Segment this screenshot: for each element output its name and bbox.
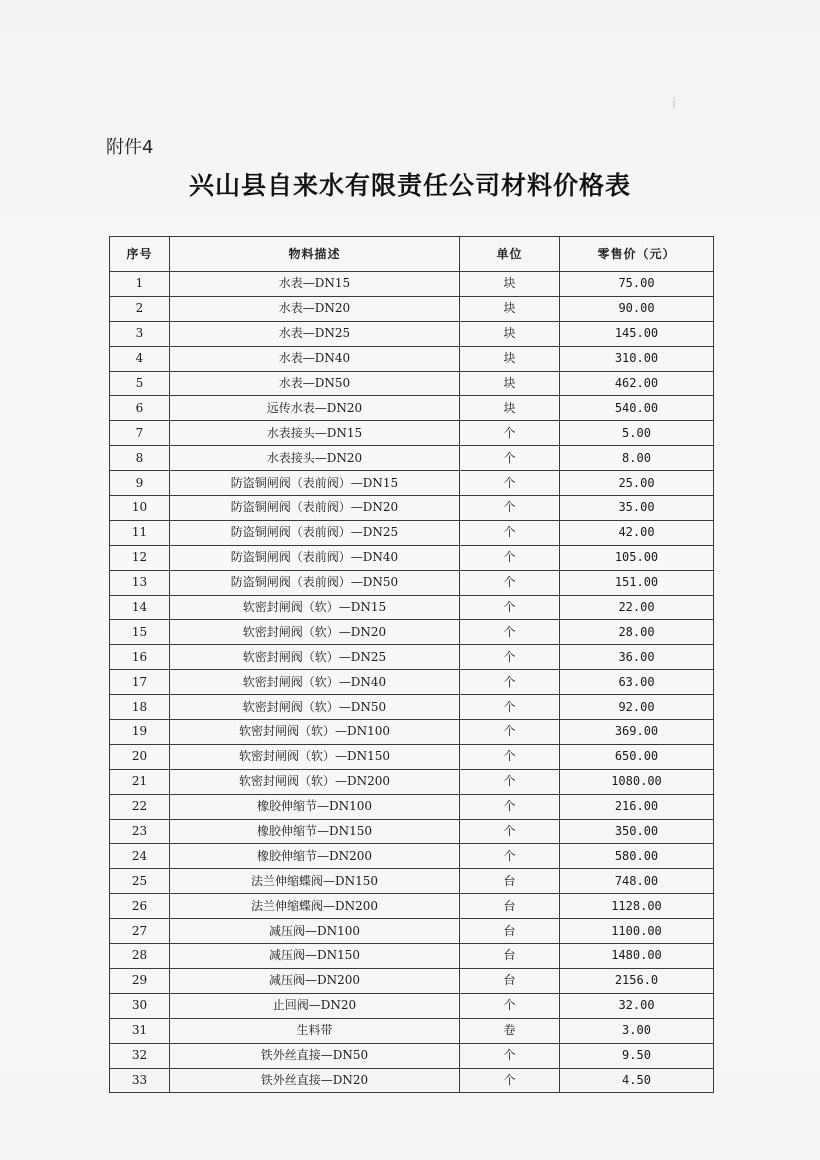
table-row bbox=[110, 645, 714, 670]
cell-desc: 水表—DN15 bbox=[170, 272, 460, 297]
cell-desc: 远传水表—DN20 bbox=[170, 396, 460, 421]
cell-no: 9 bbox=[110, 471, 170, 496]
cell-unit: 个 bbox=[460, 720, 560, 745]
cell-desc: 减压阀—DN100 bbox=[170, 919, 460, 944]
cell-unit: 块 bbox=[460, 272, 560, 297]
table-row bbox=[110, 346, 714, 371]
cell-no: 31 bbox=[110, 1018, 170, 1043]
table-row bbox=[110, 968, 714, 993]
cell-desc: 软密封闸阀（软）—DN15 bbox=[170, 595, 460, 620]
cell-unit: 个 bbox=[460, 496, 560, 521]
cell-unit: 台 bbox=[460, 919, 560, 944]
cell-desc: 法兰伸缩蝶阀—DN150 bbox=[170, 869, 460, 894]
cell-desc: 水表—DN50 bbox=[170, 371, 460, 396]
cell-price: 90.00 bbox=[560, 296, 714, 321]
cell-price: 75.00 bbox=[560, 272, 714, 297]
cell-unit: 个 bbox=[460, 844, 560, 869]
cell-unit: 个 bbox=[460, 819, 560, 844]
cell-price: 540.00 bbox=[560, 396, 714, 421]
cell-price: 4.50 bbox=[560, 1068, 714, 1093]
cell-unit: 台 bbox=[460, 869, 560, 894]
cell-price: 25.00 bbox=[560, 471, 714, 496]
table-row bbox=[110, 1043, 714, 1068]
cell-no: 6 bbox=[110, 396, 170, 421]
cell-unit: 台 bbox=[460, 894, 560, 919]
cell-desc: 防盗铜闸阀（表前阀）—DN50 bbox=[170, 570, 460, 595]
cell-price: 1100.00 bbox=[560, 919, 714, 944]
cell-price: 650.00 bbox=[560, 744, 714, 769]
cell-price: 42.00 bbox=[560, 520, 714, 545]
cell-no: 16 bbox=[110, 645, 170, 670]
table-row bbox=[110, 321, 714, 346]
cell-unit: 个 bbox=[460, 471, 560, 496]
cell-unit: 卷 bbox=[460, 1018, 560, 1043]
header-desc: 物料描述 bbox=[170, 237, 460, 272]
cell-no: 21 bbox=[110, 769, 170, 794]
attachment-label: 附件4 bbox=[106, 137, 154, 158]
cell-unit: 台 bbox=[460, 944, 560, 969]
cell-desc: 软密封闸阀（软）—DN200 bbox=[170, 769, 460, 794]
cell-no: 11 bbox=[110, 520, 170, 545]
cell-no: 12 bbox=[110, 545, 170, 570]
cell-price: 580.00 bbox=[560, 844, 714, 869]
cell-unit: 个 bbox=[460, 670, 560, 695]
cell-desc: 防盗铜闸阀（表前阀）—DN20 bbox=[170, 496, 460, 521]
cell-desc: 水表—DN40 bbox=[170, 346, 460, 371]
cell-no: 3 bbox=[110, 321, 170, 346]
cell-no: 10 bbox=[110, 496, 170, 521]
cell-desc: 防盗铜闸阀（表前阀）—DN40 bbox=[170, 545, 460, 570]
table-row bbox=[110, 371, 714, 396]
cell-price: 1128.00 bbox=[560, 894, 714, 919]
table-header-row bbox=[110, 237, 714, 272]
cell-desc: 水表—DN20 bbox=[170, 296, 460, 321]
scan-speck: ⅰ bbox=[672, 96, 676, 112]
cell-desc: 橡胶伸缩节—DN150 bbox=[170, 819, 460, 844]
table-row bbox=[110, 869, 714, 894]
cell-no: 17 bbox=[110, 670, 170, 695]
cell-unit: 个 bbox=[460, 446, 560, 471]
cell-desc: 减压阀—DN150 bbox=[170, 944, 460, 969]
cell-no: 2 bbox=[110, 296, 170, 321]
table-row bbox=[110, 695, 714, 720]
cell-no: 28 bbox=[110, 944, 170, 969]
cell-price: 92.00 bbox=[560, 695, 714, 720]
table-row bbox=[110, 944, 714, 969]
cell-no: 20 bbox=[110, 744, 170, 769]
cell-desc: 法兰伸缩蝶阀—DN200 bbox=[170, 894, 460, 919]
table-row bbox=[110, 570, 714, 595]
cell-unit: 个 bbox=[460, 645, 560, 670]
header-no: 序号 bbox=[110, 237, 170, 272]
cell-unit: 个 bbox=[460, 570, 560, 595]
cell-no: 22 bbox=[110, 794, 170, 819]
cell-price: 369.00 bbox=[560, 720, 714, 745]
cell-price: 9.50 bbox=[560, 1043, 714, 1068]
table-row bbox=[110, 595, 714, 620]
table-row bbox=[110, 670, 714, 695]
cell-unit: 块 bbox=[460, 346, 560, 371]
header-price: 零售价（元） bbox=[560, 237, 714, 272]
cell-no: 33 bbox=[110, 1068, 170, 1093]
cell-no: 1 bbox=[110, 272, 170, 297]
price-table bbox=[109, 236, 714, 1093]
cell-price: 310.00 bbox=[560, 346, 714, 371]
cell-price: 462.00 bbox=[560, 371, 714, 396]
cell-price: 2156.0 bbox=[560, 968, 714, 993]
cell-unit: 个 bbox=[460, 744, 560, 769]
cell-no: 7 bbox=[110, 421, 170, 446]
cell-price: 3.00 bbox=[560, 1018, 714, 1043]
table-row bbox=[110, 1068, 714, 1093]
cell-unit: 块 bbox=[460, 321, 560, 346]
cell-unit: 个 bbox=[460, 595, 560, 620]
cell-unit: 个 bbox=[460, 695, 560, 720]
cell-desc: 减压阀—DN200 bbox=[170, 968, 460, 993]
cell-unit: 块 bbox=[460, 296, 560, 321]
cell-desc: 橡胶伸缩节—DN200 bbox=[170, 844, 460, 869]
cell-no: 32 bbox=[110, 1043, 170, 1068]
cell-desc: 铁外丝直接—DN20 bbox=[170, 1068, 460, 1093]
table-row bbox=[110, 296, 714, 321]
cell-no: 26 bbox=[110, 894, 170, 919]
table-row bbox=[110, 794, 714, 819]
table-row bbox=[110, 769, 714, 794]
cell-no: 13 bbox=[110, 570, 170, 595]
cell-desc: 软密封闸阀（软）—DN20 bbox=[170, 620, 460, 645]
cell-no: 25 bbox=[110, 869, 170, 894]
cell-unit: 个 bbox=[460, 545, 560, 570]
cell-desc: 橡胶伸缩节—DN100 bbox=[170, 794, 460, 819]
cell-price: 36.00 bbox=[560, 645, 714, 670]
cell-desc: 软密封闸阀（软）—DN40 bbox=[170, 670, 460, 695]
cell-desc: 止回阀—DN20 bbox=[170, 993, 460, 1018]
cell-no: 5 bbox=[110, 371, 170, 396]
cell-unit: 个 bbox=[460, 1043, 560, 1068]
table-row bbox=[110, 396, 714, 421]
table-row bbox=[110, 744, 714, 769]
cell-unit: 台 bbox=[460, 968, 560, 993]
cell-desc: 软密封闸阀（软）—DN25 bbox=[170, 645, 460, 670]
cell-no: 14 bbox=[110, 595, 170, 620]
cell-price: 28.00 bbox=[560, 620, 714, 645]
cell-no: 15 bbox=[110, 620, 170, 645]
cell-unit: 个 bbox=[460, 794, 560, 819]
cell-no: 8 bbox=[110, 446, 170, 471]
cell-price: 216.00 bbox=[560, 794, 714, 819]
table-row bbox=[110, 520, 714, 545]
cell-no: 18 bbox=[110, 695, 170, 720]
cell-desc: 水表—DN25 bbox=[170, 321, 460, 346]
cell-desc: 防盗铜闸阀（表前阀）—DN25 bbox=[170, 520, 460, 545]
cell-no: 29 bbox=[110, 968, 170, 993]
cell-price: 35.00 bbox=[560, 496, 714, 521]
cell-no: 4 bbox=[110, 346, 170, 371]
cell-no: 30 bbox=[110, 993, 170, 1018]
cell-no: 24 bbox=[110, 844, 170, 869]
cell-price: 145.00 bbox=[560, 321, 714, 346]
table-row bbox=[110, 1018, 714, 1043]
table-row bbox=[110, 446, 714, 471]
table-row bbox=[110, 620, 714, 645]
cell-unit: 个 bbox=[460, 620, 560, 645]
table-row bbox=[110, 496, 714, 521]
cell-desc: 软密封闸阀（软）—DN50 bbox=[170, 695, 460, 720]
cell-no: 27 bbox=[110, 919, 170, 944]
table-row bbox=[110, 894, 714, 919]
cell-price: 748.00 bbox=[560, 869, 714, 894]
header-unit: 单位 bbox=[460, 237, 560, 272]
table-row bbox=[110, 272, 714, 297]
cell-price: 63.00 bbox=[560, 670, 714, 695]
cell-price: 8.00 bbox=[560, 446, 714, 471]
cell-price: 350.00 bbox=[560, 819, 714, 844]
table-row bbox=[110, 993, 714, 1018]
table-row bbox=[110, 919, 714, 944]
cell-desc: 水表接头—DN20 bbox=[170, 446, 460, 471]
cell-unit: 个 bbox=[460, 1068, 560, 1093]
cell-no: 23 bbox=[110, 819, 170, 844]
cell-unit: 个 bbox=[460, 769, 560, 794]
cell-unit: 块 bbox=[460, 396, 560, 421]
table-row bbox=[110, 471, 714, 496]
cell-unit: 个 bbox=[460, 520, 560, 545]
cell-desc: 软密封闸阀（软）—DN100 bbox=[170, 720, 460, 745]
page-title: 兴山县自来水有限责任公司材料价格表 bbox=[188, 171, 631, 200]
cell-price: 105.00 bbox=[560, 545, 714, 570]
table-row bbox=[110, 819, 714, 844]
table-row bbox=[110, 720, 714, 745]
cell-unit: 块 bbox=[460, 371, 560, 396]
cell-price: 151.00 bbox=[560, 570, 714, 595]
cell-unit: 个 bbox=[460, 421, 560, 446]
cell-price: 32.00 bbox=[560, 993, 714, 1018]
cell-desc: 防盗铜闸阀（表前阀）—DN15 bbox=[170, 471, 460, 496]
cell-price: 5.00 bbox=[560, 421, 714, 446]
cell-desc: 软密封闸阀（软）—DN150 bbox=[170, 744, 460, 769]
cell-unit: 个 bbox=[460, 993, 560, 1018]
cell-desc: 水表接头—DN15 bbox=[170, 421, 460, 446]
cell-price: 1480.00 bbox=[560, 944, 714, 969]
table-row bbox=[110, 421, 714, 446]
cell-no: 19 bbox=[110, 720, 170, 745]
table-row bbox=[110, 844, 714, 869]
cell-desc: 生料带 bbox=[170, 1018, 460, 1043]
cell-price: 22.00 bbox=[560, 595, 714, 620]
cell-price: 1080.00 bbox=[560, 769, 714, 794]
table-row bbox=[110, 545, 714, 570]
cell-desc: 铁外丝直接—DN50 bbox=[170, 1043, 460, 1068]
